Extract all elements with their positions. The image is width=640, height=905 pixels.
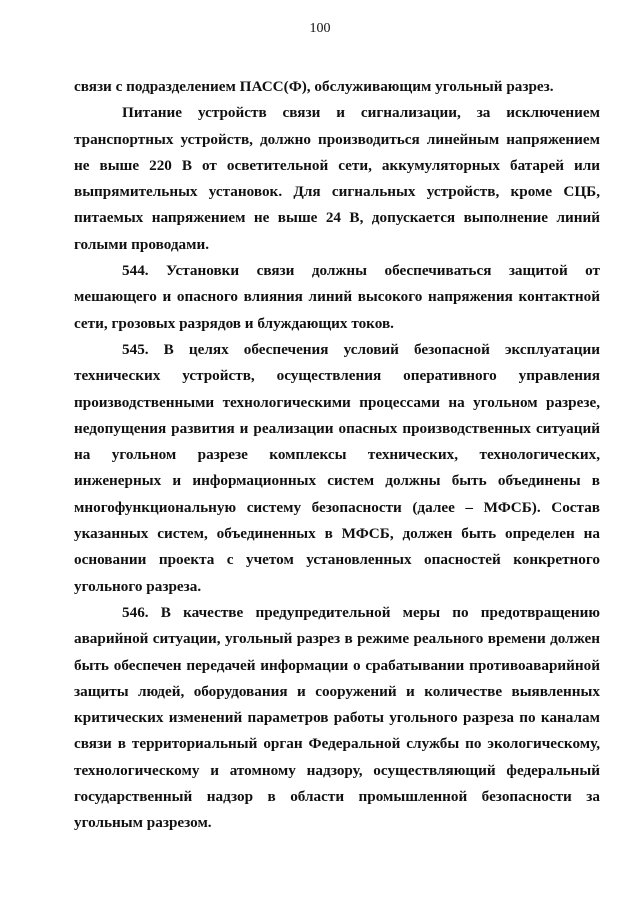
paragraph-545: 545. В целях обеспечения условий безопасной эксплуатации технических устройств, осуществления оперативного управления производственными технологическими процессами на угольном разрезе, недопущения развития и реализации опасных производственных ситуаций на угольном разрезе комплексы технических, технологических, инженерных и информационных систем должны быть объединены в многофункциональную систему безопасности (далее – МФСБ). Состав указанных систем, объединенных в МФСБ, должен быть определен на основании проекта с учетом установленных опасностей конкретного угольного разреза. [74,340,600,595]
paragraph-546: 546. В качестве предупредительной меры по предотвращению аварийной ситуации, угольный разрез в режиме реального времени должен быть обеспечен передачей информации о срабатывании противоаварийной защиты людей, оборудования и сооружений и количестве выявленных критических изменений параметров работы угольного разреза по каналам связи в территориальный орган Федеральной службы по экологическому, технологическому и атомному надзору, осуществляющий федеральный государственный надзор в области промышленной безопасности за угольным разрезом. [74,603,600,832]
document-body [74,74,600,837]
paragraph-power-supply: Питание устройств связи и сигнализации, за исключением транспортных устройств, должно производиться линейным напряжением не выше 220 В от осветительной сети, аккумуляторных батарей или выпрямительных установок. Для сигнальных устройств, кроме СЦБ, питаемых напряжением не выше 24 В, допускается выполнение линий голыми проводами. [74,104,600,253]
page-number: 100 [309,21,331,36]
paragraph-544: 544. Установки связи должны обеспечиваться защитой от мешающего и опасного влияния линий высокого напряжения контактной сети, грозовых разрядов и блуждающих токов. [74,262,600,332]
paragraph-continuation: связи с подразделением ПАСС(Ф), обслуживающим угольный разрез. [74,78,554,95]
